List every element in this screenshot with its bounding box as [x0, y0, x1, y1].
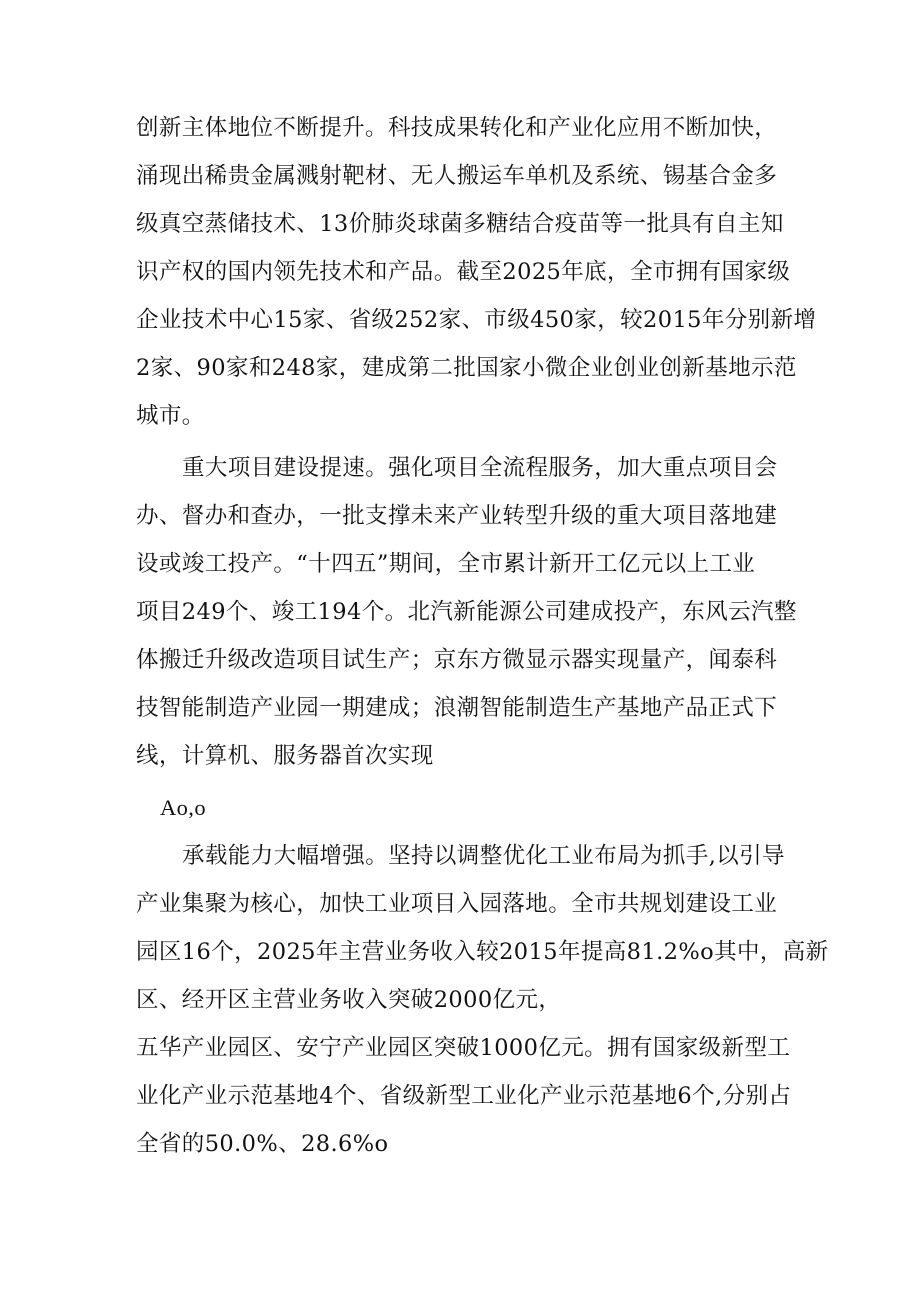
text-line: 业化产业示范基地4个、省级新型工业化产业示范基地6个,分别占	[136, 1083, 792, 1109]
text-line: 五华产业园区、安宁产业园区突破1000亿元。拥有国家级新型工	[136, 1035, 791, 1061]
text-line: 办、督办和查办，一批支撑未来产业转型升级的重大项目落地建	[136, 503, 778, 529]
text-line: 2家、90家和248家，建成第二批国家小微企业创业创新基地示范	[136, 355, 797, 381]
text-line: 设或竣工投产。“十四五”期间，全市累计新开工亿元以上工业	[136, 551, 756, 577]
text-line: 城市。	[136, 403, 205, 429]
text-line: 线，计算机、服务器首次实现	[136, 743, 434, 769]
text-line: 全省的50.0%、28.6%o	[136, 1131, 389, 1157]
text-line: 区、经开区主营业务收入突破2000亿元，	[136, 987, 562, 1013]
text-fragment: Ao,o	[160, 795, 206, 820]
text-line: 企业技术中心15家、省级252家、市级450家，较2015年分别新增	[136, 307, 817, 333]
text-line: 涌现出稀贵金属溅射靶材、无人搬运车单机及系统、锡基合金多	[136, 163, 778, 189]
text-line: 体搬迁升级改造项目试生产；京东方微显示器实现量产，闻泰科	[136, 647, 778, 673]
paragraph-first-line: 承载能力大幅增强。坚持以调整优化工业布局为抓手,以引导	[182, 843, 785, 869]
text-line: 园区16个，2025年主营业务收入较2015年提高81.2%o其中，高新	[136, 939, 829, 965]
text-line: 级真空蒸储技术、13价肺炎球菌多糖结合疫苗等一批具有自主知	[136, 211, 784, 237]
paragraph-first-line: 重大项目建设提速。强化项目全流程服务，加大重点项目会	[182, 455, 778, 481]
text-line: 产业集聚为核心，加快工业项目入园落地。全市共规划建设工业	[136, 891, 778, 917]
text-line: 项目249个、竣工194个。北汽新能源公司建成投产，东风云汽整	[136, 599, 797, 625]
text-line: 识产权的国内领先技术和产品。截至2025年底，全市拥有国家级	[136, 259, 791, 285]
text-line: 技智能制造产业园一期建成；浪潮智能制造生产基地产品正式下	[136, 695, 778, 721]
text-line: 创新主体地位不断提升。科技成果转化和产业化应用不断加快，	[136, 115, 778, 141]
